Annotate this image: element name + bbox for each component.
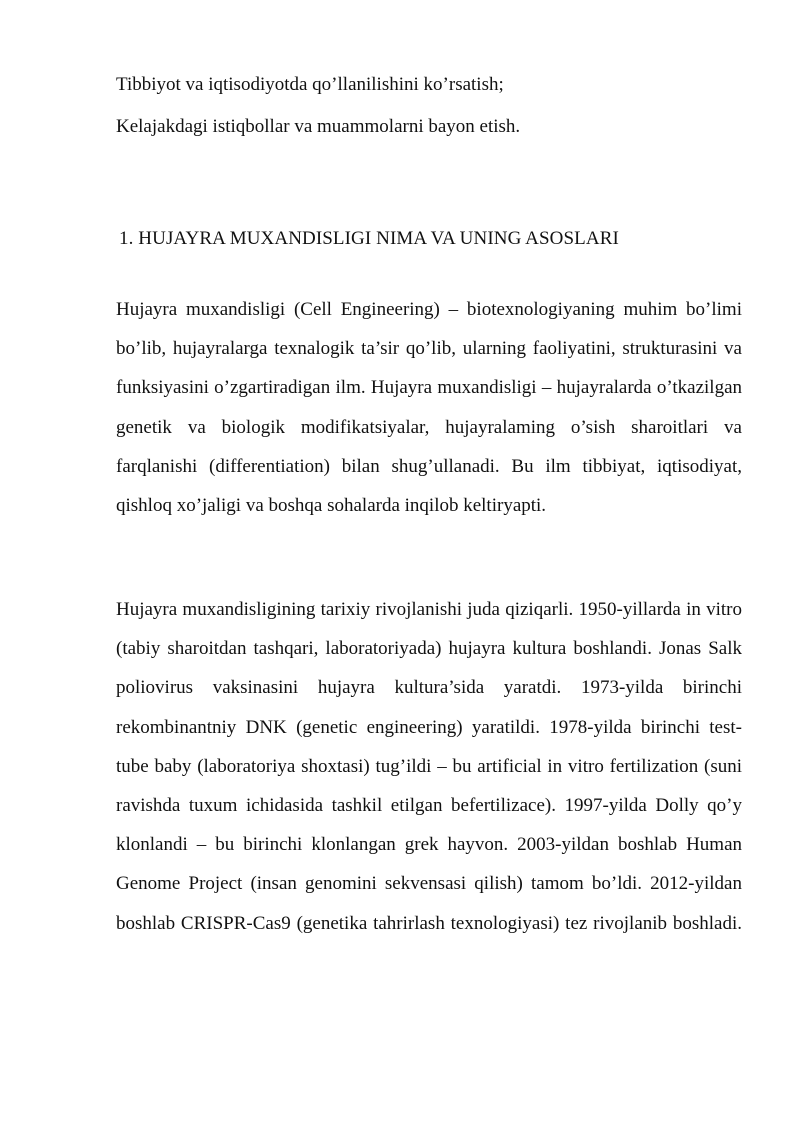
paragraph-2: Hujayra muxandisligining tarixiy rivojlanishi juda qiziqarli. 1950-yillarda in vitro (tabiy sharoitdan tashqari, laboratoriyada) hujayra kultura boshlandi. Jonas Salk poliovirus vaksinasini hujayra kultura’sida yaratdi. 1973-yilda birinchi rekombinantniy DNK (genetic engineering) yaratildi. 1978-yilda birinchi test-tube baby (laboratoriya shoxtasi) tug’ildi – bu artificial in vitro fertilization (suni ravishda tuxum ichidasida tashkil etilgan befertilizace). 1997-yilda Dolly qo’y klonlandi – bu birinchi klonlangan grek hayvon. 2003-yildan boshlab Human Genome Project (insan genomini sekvensasi qilish) tamom bo’ldi. 2012-yildan boshlab CRISPR-Cas9 (genetika tahrirlash texnologiyasi) tez rivojlanib boshladi. (116, 599, 742, 934)
intro-line-2: Kelajakdagi istiqbollar va muammolarni bayon etish. (116, 116, 521, 137)
intro-line-1: Tibbiyot va iqtisodiyotda qo’llanilishini ko’rsatish; (116, 74, 504, 95)
section-heading: 1. HUJAYRA MUXANDISLIGI NIMA VA UNING ASOSLARI (119, 228, 619, 249)
paragraph-1: Hujayra muxandisligi (Cell Engineering) – biotexnologiyaning muhim bo’limi bo’lib, hujayralarga texnalogik ta’sir qo’lib, ularning faoliyatini, strukturasini va funksiyasini o’zgartiradigan ilm. Hujayra muxandisligi – hujayralarda o’tkazilgan genetik va biologik modifikatsiyalar, hujayralaming o’sish sharoitlari va farqlanishi (differentiation) bilan shug’ullanadi. Bu ilm tibbiyat, iqtisodiyat, qishloq xo’jaligi va boshqa sohalarda inqilob keltiryapti. (116, 299, 742, 517)
